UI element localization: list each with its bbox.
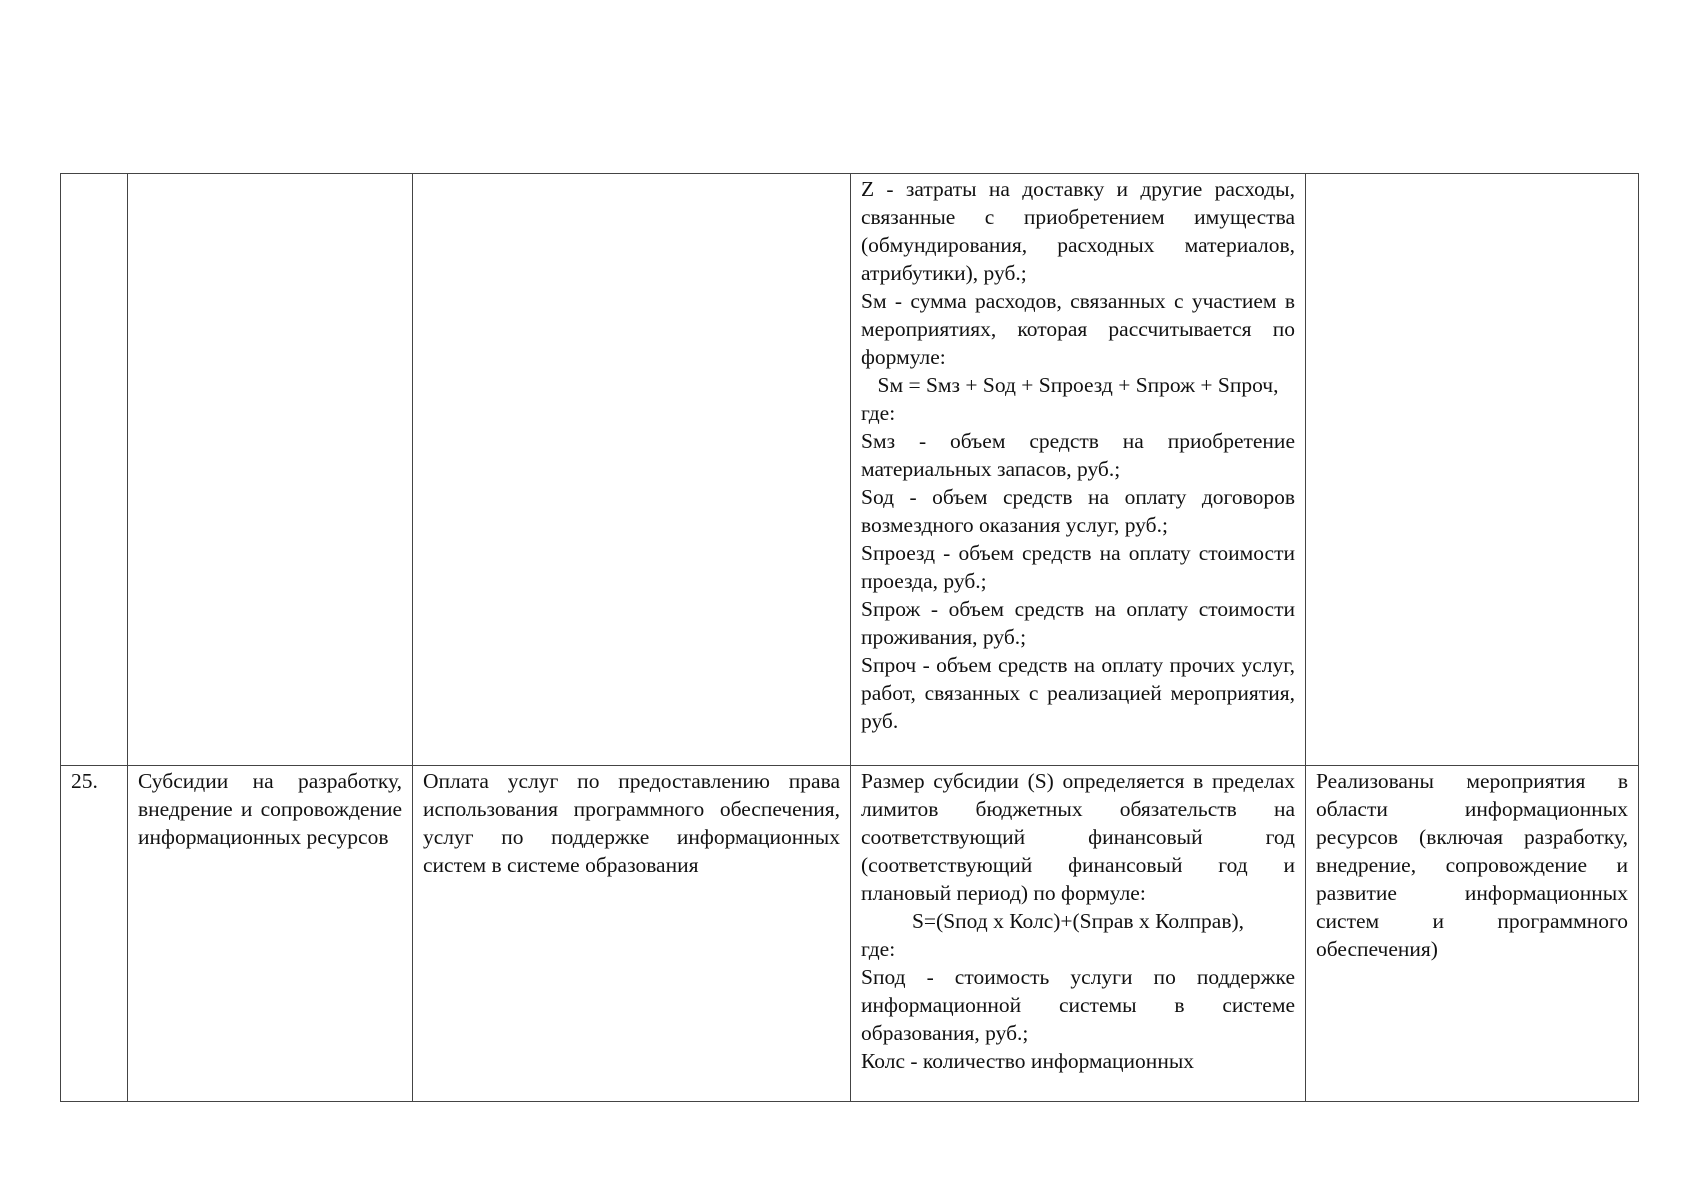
purpose-text: Оплата услуг по предоставлению права использования программного обеспечения, услуг по поддержке информационных систем в системе образования (423, 769, 840, 877)
result-cell (1306, 174, 1639, 766)
definition-sod: Sод - объем средств на оплату договоров возмездного оказания услуг, руб.; (861, 485, 1295, 537)
calculation-cell (851, 174, 1306, 766)
definition-smz: Sмз - объем средств на приобретение материальных запасов, руб.; (861, 429, 1295, 481)
subsidy-name-cell (128, 174, 413, 766)
where-label: где: (861, 401, 896, 425)
definition-sproezd: Sпроезд - объем средств на оплату стоимости проезда, руб.; (861, 541, 1295, 593)
subsidy-name-text: Субсидии на разработку, внедрение и сопровождение информационных ресурсов (138, 769, 402, 849)
table-row (61, 766, 1639, 1102)
row-number-cell: 25. (61, 766, 128, 1102)
row-number-cell (61, 174, 128, 766)
result-cell (1306, 766, 1639, 1102)
purpose-cell (413, 174, 851, 766)
subsidy-name-cell (128, 766, 413, 1102)
purpose-cell (413, 766, 851, 1102)
calculation-cell (851, 766, 1306, 1102)
definition-spod: Sпод - стоимость услуги по поддержке информационной системы в системе образования, руб.; (861, 965, 1295, 1045)
subsidy-size-text: Размер субсидии (S) определяется в пределах лимитов бюджетных обязательств на соответствующий финансовый год (соответствующий финансовый год и плановый период) по формуле: (861, 769, 1295, 905)
definition-z: Z - затраты на доставку и другие расходы, связанные с приобретением имущества (обмундирования, расходных материалов, атрибутики), руб.; (861, 177, 1295, 285)
formula-s: S=(Sпод x Колс)+(Sправ x Колправ), (911, 909, 1245, 933)
formula-sm: Sм = Sмз + Sод + Sпроезд + Sпрож + Sпроч, (877, 373, 1279, 397)
definition-sprozh: Sпрож - объем средств на оплату стоимости проживания, руб.; (861, 597, 1295, 649)
definition-kols: Колс - количество информационных (861, 1049, 1195, 1073)
where-label: где: (861, 937, 896, 961)
result-text: Реализованы мероприятия в области информационных ресурсов (включая разработку, внедрение, сопровождение и развитие информационных систем и программного обеспечения) (1316, 769, 1628, 961)
subsidy-table (60, 173, 1639, 1102)
definition-sm: Sм - сумма расходов, связанных с участием в мероприятиях, которая рассчитывается по формуле: (861, 289, 1295, 369)
table-row (61, 174, 1639, 766)
definition-sproch: Sпроч - объем средств на оплату прочих услуг, работ, связанных с реализацией мероприятия, руб. (861, 653, 1295, 733)
